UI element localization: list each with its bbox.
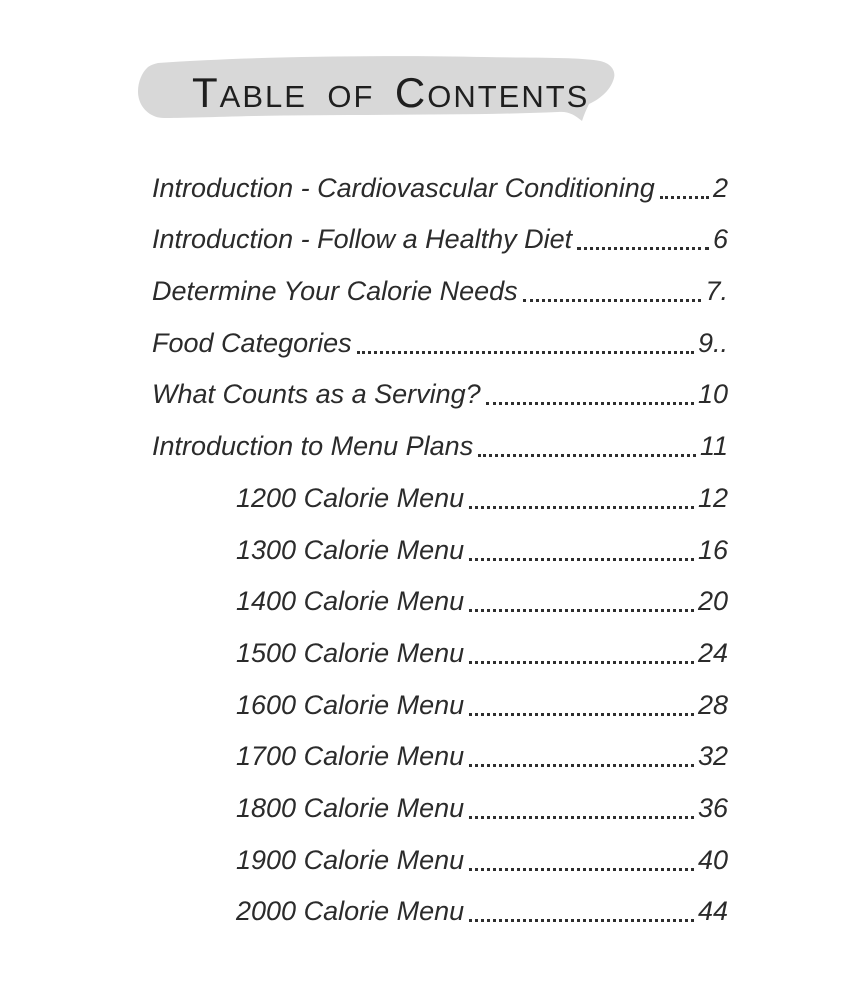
toc-entry bbox=[152, 840, 728, 892]
title-lead-letter: C bbox=[394, 69, 428, 116]
toc-entry-label: Introduction to Menu Plans bbox=[152, 431, 474, 462]
toc-entry-page: 7. bbox=[705, 276, 728, 307]
toc-entry bbox=[152, 633, 728, 685]
toc-entry bbox=[152, 478, 728, 530]
toc-entry bbox=[152, 582, 728, 634]
toc-entry bbox=[152, 168, 728, 220]
toc-entry-label: 1200 Calorie Menu bbox=[236, 482, 465, 513]
toc-entry bbox=[152, 788, 728, 840]
toc-entry-page: 10 bbox=[697, 379, 728, 410]
toc-entry-label: 1400 Calorie Menu bbox=[236, 586, 465, 617]
toc-entry-label: 2000 Calorie Menu bbox=[236, 896, 465, 927]
toc-entry-label: 1800 Calorie Menu bbox=[236, 792, 465, 823]
toc-entry-label: Introduction - Cardiovascular Conditioning bbox=[152, 172, 655, 203]
toc-entry-label: Introduction - Follow a Healthy Diet bbox=[152, 224, 573, 255]
toc-list bbox=[152, 168, 728, 943]
dot-leader bbox=[523, 299, 702, 302]
toc-entry-page: 2 bbox=[712, 172, 728, 203]
dot-leader bbox=[357, 351, 694, 354]
toc-entry-label: 1700 Calorie Menu bbox=[236, 741, 465, 772]
toc-entry-label: Food Categories bbox=[152, 327, 352, 358]
toc-entry bbox=[152, 271, 728, 323]
toc-entry-label: 1300 Calorie Menu bbox=[236, 534, 465, 565]
dot-leader bbox=[478, 454, 696, 457]
toc-entry-page: 36 bbox=[697, 792, 728, 823]
dot-leader bbox=[469, 713, 694, 716]
banner bbox=[134, 54, 620, 134]
toc-entry-page: 40 bbox=[697, 844, 728, 875]
dot-leader bbox=[577, 247, 709, 250]
toc-entry-page: 9.. bbox=[697, 327, 728, 358]
toc-entry-page: 32 bbox=[697, 741, 728, 772]
toc-entry-page: 28 bbox=[697, 689, 728, 720]
toc-entry bbox=[152, 892, 728, 944]
title-word-of bbox=[327, 79, 375, 114]
toc-entry bbox=[152, 685, 728, 737]
title-word-table bbox=[192, 69, 307, 116]
dot-leader bbox=[486, 402, 694, 405]
toc-entry-label: What Counts as a Serving? bbox=[152, 379, 481, 410]
toc-entry bbox=[152, 323, 728, 375]
title-small-caps: ABLE bbox=[219, 79, 307, 114]
dot-leader bbox=[469, 816, 694, 819]
toc-entry-page: 12 bbox=[697, 482, 728, 513]
toc-entry-label: 1900 Calorie Menu bbox=[236, 844, 465, 875]
toc-entry-page: 44 bbox=[697, 896, 728, 927]
dot-leader bbox=[469, 661, 694, 664]
dot-leader bbox=[469, 609, 694, 612]
dot-leader bbox=[469, 868, 694, 871]
toc-entry-page: 11 bbox=[699, 431, 728, 462]
toc-entry-label: Determine Your Calorie Needs bbox=[152, 276, 518, 307]
title-small-caps: ONTENTS bbox=[427, 79, 590, 114]
toc-entry-label: 1600 Calorie Menu bbox=[236, 689, 465, 720]
title-lead-letter: T bbox=[192, 69, 220, 116]
toc-entry bbox=[152, 737, 728, 789]
toc-entry-page: 16 bbox=[697, 534, 728, 565]
title-word-contents bbox=[394, 69, 590, 116]
title-small-caps: OF bbox=[327, 79, 375, 114]
dot-leader bbox=[469, 506, 694, 509]
toc-entry-page: 24 bbox=[697, 637, 728, 668]
dot-leader bbox=[469, 919, 694, 922]
page-title bbox=[192, 54, 620, 134]
dot-leader bbox=[660, 196, 709, 199]
toc-entry bbox=[152, 426, 728, 478]
toc-entry bbox=[152, 375, 728, 427]
toc-entry bbox=[152, 530, 728, 582]
dot-leader bbox=[469, 558, 694, 561]
toc-entry-page: 20 bbox=[697, 586, 728, 617]
toc-entry bbox=[152, 220, 728, 272]
toc-entry-page: 6 bbox=[712, 224, 728, 255]
toc-entry-label: 1500 Calorie Menu bbox=[236, 637, 465, 668]
dot-leader bbox=[469, 764, 694, 767]
